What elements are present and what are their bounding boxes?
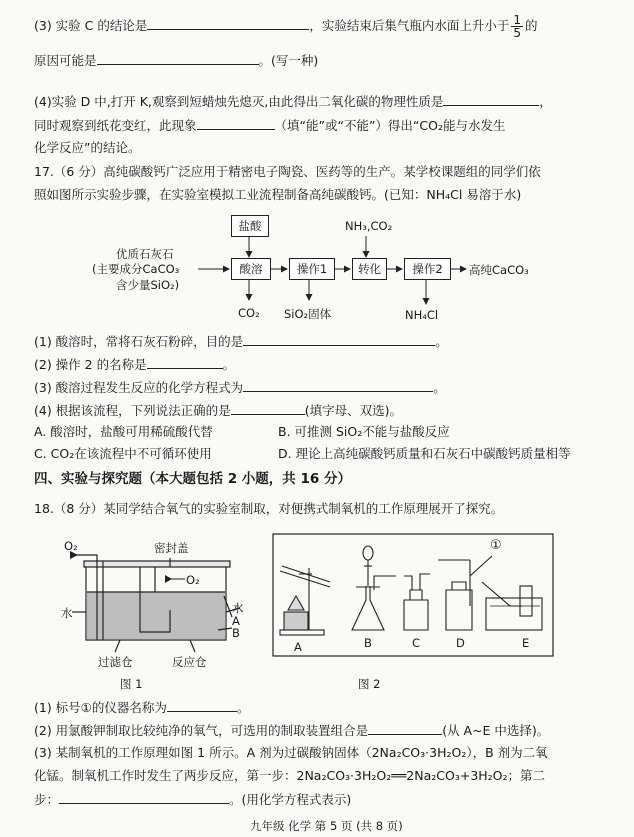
text: (填字母、双选)。 (304, 403, 402, 418)
label-product: 高纯CaCO₃ (469, 263, 529, 277)
text: 化学反应”的结论。 (34, 140, 141, 155)
text: 原因可能是 (34, 53, 97, 68)
section-4-title: 四、实验与探究题（本大题包括 2 小题，共 16 分） (34, 471, 351, 487)
answer-blank[interactable] (368, 722, 442, 735)
fig1-label-filter: 过滤仓 (98, 655, 133, 669)
text: (从 A~E 中选择)。 (442, 723, 550, 738)
text: (1) 标号①的仪器名称为 (34, 700, 167, 715)
q18-intro: 18.（8 分）某同学结合氧气的实验室制取，对便携式制氧机的工作原理展开了探究。 (34, 501, 504, 516)
text: (4) 根据该流程，下列说法正确的是 (34, 403, 231, 418)
q18-sub-3c (34, 791, 351, 808)
text: (2) 用氯酸钾制取比较纯净的氧气，可选用的制取装置组合是 (34, 723, 369, 738)
text: (3) 酸溶过程发生反应的化学方程式为 (34, 380, 244, 395)
box-acid: 盐酸 (231, 215, 269, 237)
label-out-co2: CO₂ (238, 306, 260, 320)
text: (3) 实验 C 的结论是 (34, 18, 148, 33)
box-op2: 操作2 (404, 258, 451, 280)
fig2-label-d: D (456, 636, 465, 650)
label-raw-1: 优质石灰石 (116, 247, 174, 261)
text: 同时观察到纸花变红，此现象 (34, 118, 197, 133)
text: 。 (435, 334, 448, 349)
label-raw-2: (主要成分CaCO₃ (92, 262, 180, 276)
fig2-caption: 图 2 (358, 677, 381, 691)
text: 。 (222, 357, 236, 372)
text: 。 (433, 380, 446, 395)
q18-sub-3a: (3) 某制氧机的工作原理如图 1 所示。A 剂为过碳酸钠固体（2Na₂CO₃·3H₂O₂），B 剂为二氧 (34, 745, 548, 760)
fig1-label-react: 反应仓 (172, 655, 207, 669)
answer-blank[interactable] (59, 791, 229, 804)
text: (2) 操作 2 的名称是 (34, 357, 147, 372)
answer-blank[interactable] (167, 699, 237, 712)
q17-option-b: B. 可推测 SiO₂不能与盐酸反应 (278, 424, 450, 439)
box-convert: 转化 (352, 258, 387, 280)
text: 。(用化学方程式表示) (229, 792, 352, 807)
q17-option-d: D. 理论上高纯碳酸钙质量和石灰石中碳酸钙质量相等 (278, 446, 571, 461)
text: 的 (525, 18, 538, 33)
label-gases: NH₃,CO₂ (345, 219, 393, 233)
q17-option-a: A. 酸溶时，盐酸可用稀硫酸代替 (34, 424, 213, 439)
q18-sub-1 (34, 699, 249, 716)
text: （填“能”或“不能”）得出“CO₂能与水发生 (274, 118, 506, 133)
fig2-label-c: C (412, 636, 421, 650)
fig2-label-circle-1: ① (490, 538, 502, 553)
text: 。(写一种) (258, 53, 319, 68)
label-raw-3: 含少量SiO₂) (116, 278, 180, 292)
q18-sub-2 (34, 722, 549, 739)
fig2-label-a: A (294, 640, 302, 654)
fraction-numerator: 1 (513, 13, 522, 27)
text: (4)实验 D 中,打开 K,观察到短蜡烛先熄灭,由此得出二氧化碳的物理性质是 (34, 94, 444, 109)
page-footer: 九年级 化学 第 5 页 (共 8 页) (250, 819, 403, 833)
box-dissolve: 酸溶 (231, 258, 271, 280)
fig1-label-water-right: 水 (232, 601, 244, 615)
label-out-sio2: SiO₂固体 (284, 307, 332, 321)
fig1-label-o2-out: O₂ (64, 539, 78, 553)
fig1-label-a: A (232, 614, 240, 628)
fraction-denominator: 5 (513, 26, 522, 40)
text: ，实验结束后集气瓶内水面上升小于 (309, 18, 510, 33)
label-out-nh4cl: NH₄Cl (405, 308, 439, 322)
q17-intro-2: 照如图所示实验步骤，在实验室模拟工业流程制备高纯碳酸钙。(已知：NH₄Cl 易溶于水) (34, 187, 522, 202)
fig1-caption: 图 1 (120, 677, 143, 691)
text: ， (539, 94, 552, 109)
fig1-label-seal: 密封盖 (154, 541, 189, 555)
fig2-label-e: E (522, 636, 530, 650)
q17-intro-1: 17.（6 分）高纯碳酸钙广泛应用于精密电子陶瓷、医药等的生产。某学校课题组的同学们依 (34, 164, 541, 179)
fig1-label-o2-in: O₂ (186, 573, 200, 587)
fig2-label-b: B (364, 636, 372, 650)
text: 步： (34, 792, 60, 807)
text: 。 (236, 700, 250, 715)
q18-sub-3b: 化锰。制氧机工作时发生了两步反应，第一步：2Na₂CO₃·3H₂O₂══2Na₂CO₃+3H₂O₂；第二 (34, 768, 546, 783)
fig1-label-water-left: 水 (61, 606, 73, 620)
text: (1) 酸溶时，常将石灰石粉碎，目的是 (34, 334, 244, 349)
q17-option-c: C. CO₂在该流程中不可循环使用 (34, 446, 212, 461)
fig1-label-b: B (232, 626, 240, 640)
box-op1: 操作1 (289, 258, 335, 280)
